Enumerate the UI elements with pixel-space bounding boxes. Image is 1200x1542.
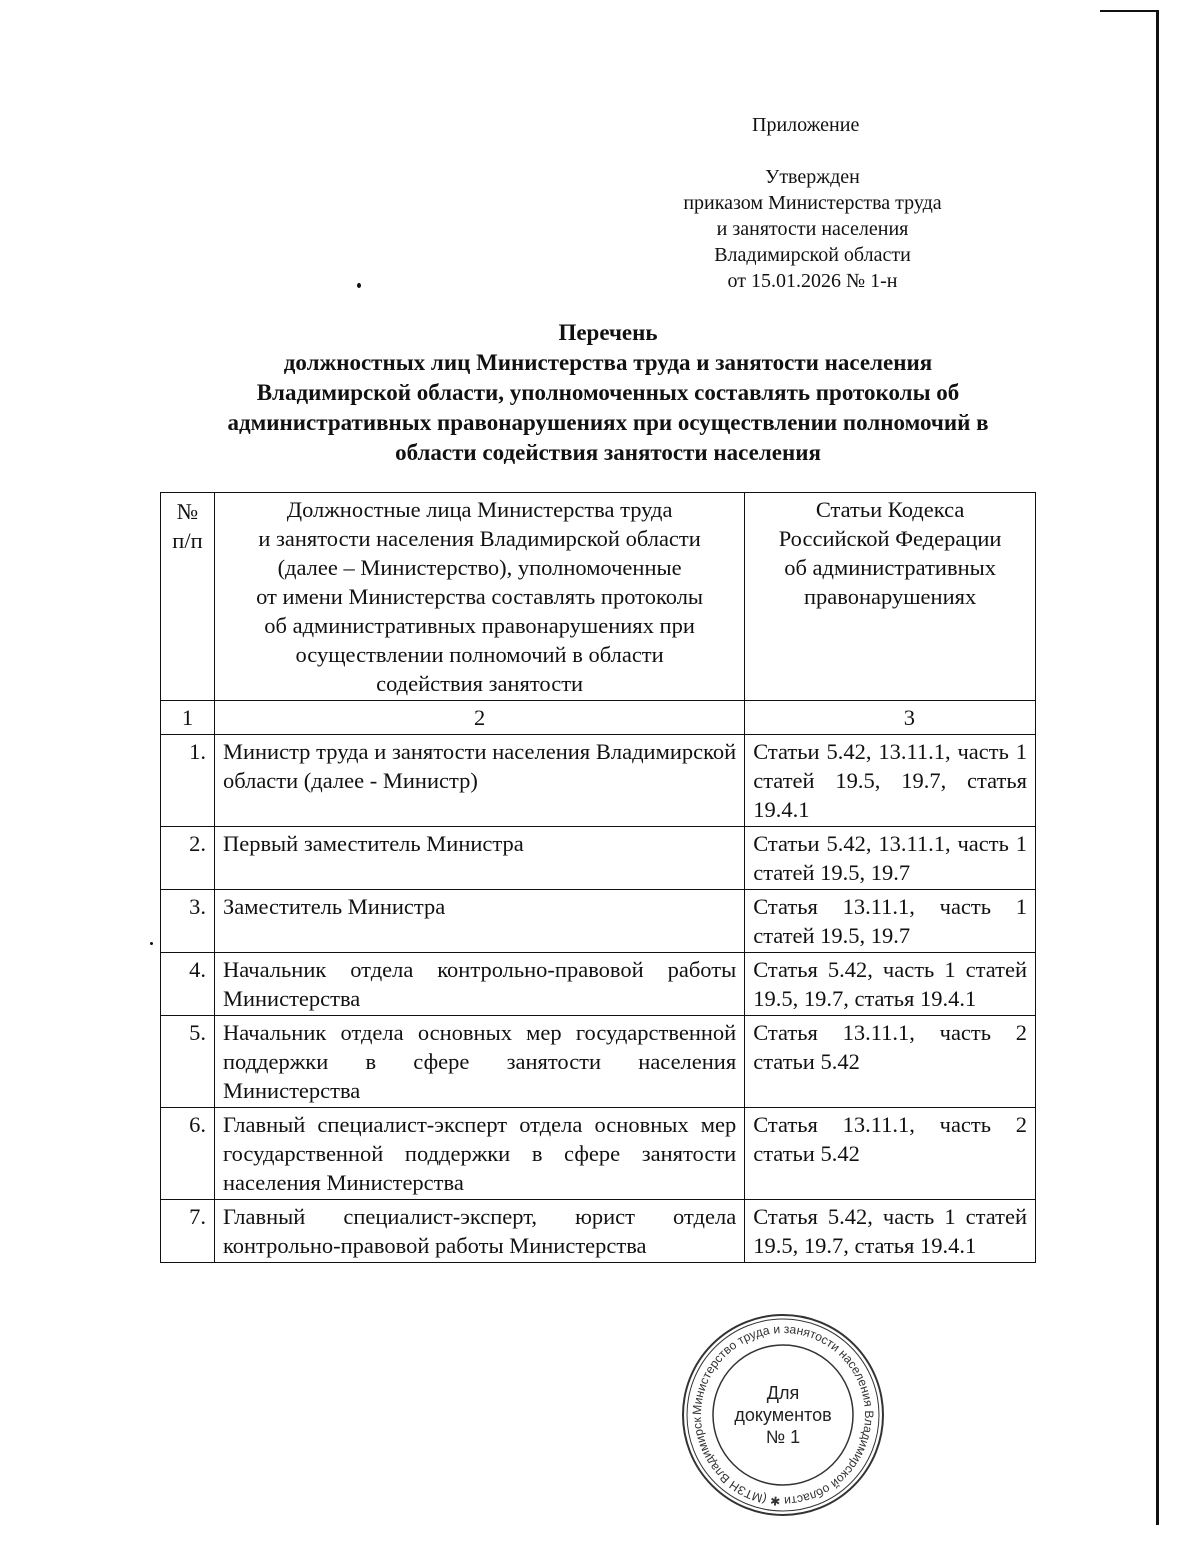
- document-title: [160, 318, 1056, 468]
- title-line: административных правонарушениях при осуществлении полномочий в: [227, 410, 989, 435]
- seal-center-line: документов: [734, 1405, 832, 1425]
- seal-center-line: Для: [766, 1383, 800, 1403]
- approval-block: [660, 164, 965, 294]
- header-line: Статьи Кодекса: [815, 497, 965, 522]
- table-row: [161, 1108, 1036, 1200]
- scan-edge-top: [1100, 10, 1158, 12]
- approval-line: и занятости населения: [716, 218, 909, 240]
- header-line: п/п: [172, 528, 203, 553]
- approval-line: Владимирской области: [714, 244, 911, 266]
- row-number: 7.: [161, 1200, 215, 1263]
- header-line: (далее – Министерство), уполномоченные: [277, 555, 682, 580]
- header-line: Должностные лица Министерства труда: [286, 497, 673, 522]
- table-header-row: [161, 493, 1036, 701]
- scan-speck: [150, 942, 153, 945]
- table-row: [161, 827, 1036, 890]
- row-official: Начальник отдела контрольно-правовой работы Министерства: [214, 953, 744, 1016]
- officials-table: [160, 492, 1036, 1263]
- table-row: [161, 890, 1036, 953]
- seal-ring-text: Министерство труда и занятости населения Владимирской области ✱ (МТЗН Владимирск: [689, 1321, 877, 1509]
- header-line: об административных правонарушениях при: [264, 613, 695, 638]
- official-seal-stamp: [680, 1312, 886, 1518]
- row-articles: Статьи 5.42, 13.11.1, часть 1 статей 19.5, 19.7: [745, 827, 1036, 890]
- header-line: содействия занятости: [376, 671, 584, 696]
- table-row: [161, 735, 1036, 827]
- row-official: Главный специалист-эксперт отдела основных мер государственной поддержки в сфере занятости населения Министерства: [214, 1108, 744, 1200]
- approval-line: приказом Министерства труда: [683, 192, 942, 214]
- title-line: должностных лиц Министерства труда и занятости населения: [283, 350, 933, 375]
- header-line: и занятости населения Владимирской области: [258, 526, 701, 551]
- approval-line: от 15.01.2026 № 1-н: [727, 270, 898, 292]
- header-line: №: [176, 499, 199, 524]
- scan-speck: [357, 283, 361, 288]
- header-line: от имени Министерства составлять протоколы: [256, 584, 704, 609]
- row-official: Начальник отдела основных мер государственной поддержки в сфере занятости населения Министерства: [214, 1016, 744, 1108]
- seal-center-line: № 1: [765, 1427, 801, 1447]
- header-number-cell: [161, 493, 215, 701]
- title-line: Владимирской области, уполномоченных составлять протоколы об: [256, 380, 960, 405]
- row-articles: Статья 13.11.1, часть 2 статьи 5.42: [745, 1016, 1036, 1108]
- row-number: 2.: [161, 827, 215, 890]
- header-line: правонарушениях: [803, 584, 977, 609]
- table-row: [161, 1200, 1036, 1263]
- column-number: 1: [161, 701, 215, 735]
- column-number: 2: [214, 701, 744, 735]
- header-officials-cell: [214, 493, 744, 701]
- scan-edge-right: [1156, 10, 1159, 1525]
- row-number: 4.: [161, 953, 215, 1016]
- title-line: области содействия занятости населения: [395, 440, 821, 465]
- approval-line: Утвержден: [765, 166, 860, 188]
- header-line: Российской Федерации: [778, 526, 1002, 551]
- table-row: [161, 1016, 1036, 1108]
- row-articles: Статьи 5.42, 13.11.1, часть 1 статей 19.5, 19.7, статья 19.4.1: [745, 735, 1036, 827]
- row-number: 1.: [161, 735, 215, 827]
- row-number: 5.: [161, 1016, 215, 1108]
- row-articles: Статья 5.42, часть 1 статей 19.5, 19.7, статья 19.4.1: [745, 1200, 1036, 1263]
- column-number: 3: [745, 701, 1036, 735]
- row-official: Заместитель Министра: [214, 890, 744, 953]
- row-articles: Статья 5.42, часть 1 статей 19.5, 19.7, статья 19.4.1: [745, 953, 1036, 1016]
- row-number: 3.: [161, 890, 215, 953]
- header-line: об административных: [784, 555, 996, 580]
- column-number-row: [161, 701, 1036, 735]
- row-official: Первый заместитель Министра: [214, 827, 744, 890]
- header-line: осуществлении полномочий в области: [295, 642, 664, 667]
- seal-center-text: [680, 1312, 886, 1518]
- row-official: Министр труда и занятости населения Владимирской области (далее - Министр): [214, 735, 744, 827]
- row-articles: Статья 13.11.1, часть 2 статьи 5.42: [745, 1108, 1036, 1200]
- title-line: Перечень: [558, 320, 658, 345]
- row-articles: Статья 13.11.1, часть 1 статей 19.5, 19.7: [745, 890, 1036, 953]
- row-official: Главный специалист-эксперт, юрист отдела контрольно-правовой работы Министерства: [214, 1200, 744, 1263]
- row-number: 6.: [161, 1108, 215, 1200]
- header-articles-cell: [745, 493, 1036, 701]
- table-row: [161, 953, 1036, 1016]
- appendix-label: Приложение: [752, 114, 860, 136]
